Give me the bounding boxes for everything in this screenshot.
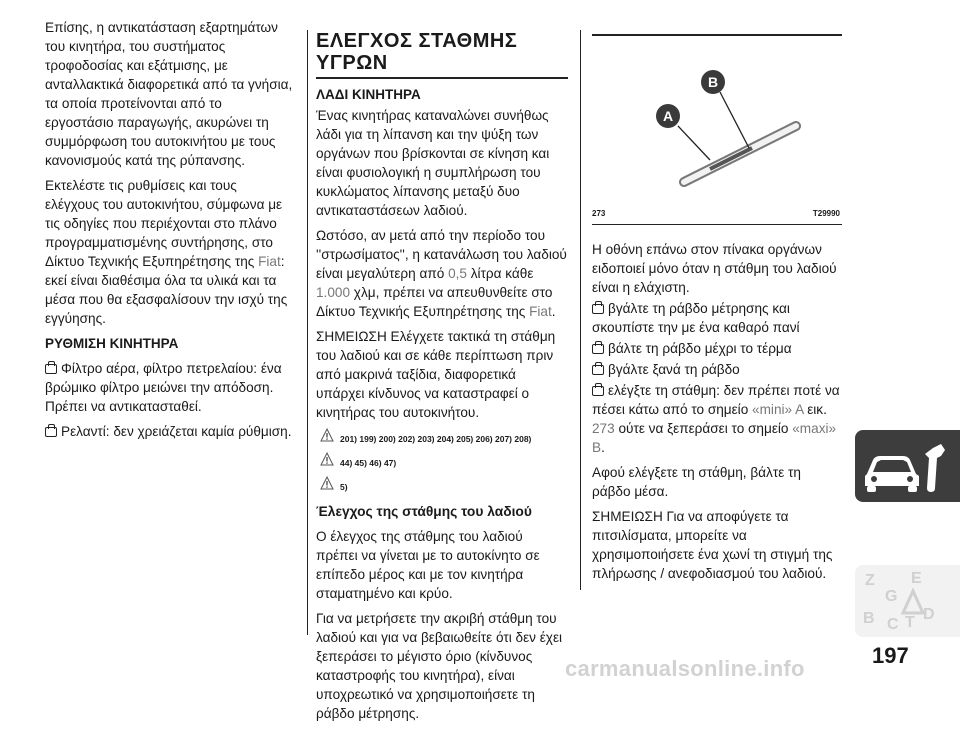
section-heading-engine-tuning: ΡΥΘΜΙΣΗ ΚΙΝΗΤΗΡΑ (45, 336, 179, 351)
subsection-oil-level-check: Έλεγχος της στάθμης του λαδιού (316, 504, 532, 519)
paragraph-note-funnel: ΣΗΜΕΙΩΣΗ Για να αποφύγετε τα πιτσιλίσματα, μπορείτε να χρησιμοποιήσετε ένα χωνί τη στιγμή της πλήρωσης / ανεφοδιασμού του λαδιού. (592, 509, 833, 581)
page-number: 197 (872, 643, 909, 668)
paragraph-note-check: ΣΗΜΕΙΩΣΗ Ελέγχετε τακτικά τη στάθμη του λαδιού και σε κάθε περίπτωση πριν από μακρινά ταξίδια, διαφορετικά υπάρχει κίνδυνος να καταστραφεί ο κινητήρας του αυτοκινήτου. (316, 329, 556, 420)
warning-refs-3: 5) (316, 476, 568, 494)
bullet-box-icon (592, 344, 604, 354)
warning-triangle-icon (320, 476, 334, 490)
subsection-engine-oil: ΛΑΔΙ ΚΙΝΗΤΗΡΑ (316, 87, 421, 102)
paragraph-adjustments: Εκτελέστε τις ρυθμίσεις και τους ελέγχους του αυτοκινήτου, σύμφωνα με τις οδηγίες που περιέχονται στο πλάνο προγραμματισμένης συντήρησης, στο Δίκτυο Τεχνικής Εξυπηρέτησης της Fiat: εκεί είναι διαθέσιμα όλα τα υλικά και τα μέσα που θα εξασφαλίσουν την ισχύ της εγγύησης. (45, 178, 288, 326)
step-wipe: βγάλτε τη ράβδο μέτρησης και σκουπίστε την με ένα καθαρό πανί (592, 301, 800, 335)
step-check-level: ελέγξτε τη στάθμη: δεν πρέπει ποτέ να πέσει κάτω από το σημείο «mini» A εικ. 273 ούτε να ξεπεράσει το σημείο «maxi» B. (592, 383, 840, 455)
warning-refs-2: 44) 45) 46) 47) (316, 452, 568, 470)
svg-text:D: D (923, 606, 935, 623)
alphabet-index-icon (855, 565, 960, 637)
warning-refs-1: 201) 199) 200) 202) 203) 204) 205) 206) 207) 208) (316, 428, 568, 446)
svg-text:Z: Z (865, 572, 875, 589)
bullet-box-icon (592, 304, 604, 314)
warning-triangle-icon (320, 452, 334, 466)
warning-triangle-icon (320, 428, 334, 442)
bullet-box-icon (45, 364, 57, 374)
svg-text:C: C (887, 616, 899, 633)
brand-fiat: Fiat (258, 254, 281, 269)
bullet-box-icon (592, 365, 604, 375)
paragraph-oil-limit: Ωστόσο, αν μετά από την περίοδο του ''στρωσίματος'', η κατανάλωση του λαδιού είναι μεγαλύτερη από 0,5 λίτρα κάθε 1.000 χλμ, πρέπει να απευθυνθείτε στο Δίκτυο Τεχνικής Εξυπηρέτησης της Fiat. (316, 228, 567, 319)
paragraph-reinsert: Αφού ελέγξετε τη στάθμη, βάλτε τη ράβδο μέσα. (592, 465, 801, 499)
figure-code: T29990 (812, 209, 840, 218)
right-column (592, 240, 842, 589)
column-divider (580, 30, 581, 590)
section-title: ΕΛΕΓΧΟΣ ΣΤΑΘΜΗΣ ΥΓΡΩΝ (316, 30, 518, 74)
column-divider (307, 30, 308, 635)
svg-text:B: B (863, 610, 875, 627)
figure-dipstick (592, 34, 842, 224)
label-a: A (662, 108, 674, 124)
middle-column (316, 30, 568, 729)
chapter-tab-index[interactable] (855, 565, 960, 637)
paragraph-dipstick: Για να μετρήσετε την ακριβή στάθμη του λαδιού και για να βεβαιωθείτε ότι δεν έχει ξεπεράσει το μέγιστο όριο (κίνδυνος καταστροφής του κινητήρα), είναι υποχρεωτικό να χρησιμοποιήσετε τη ράβδο μέτρησης. (316, 611, 563, 721)
dipstick-illustration (592, 36, 842, 206)
watermark: carmanualsonline.info (565, 656, 805, 681)
figure-number: 273 (592, 209, 606, 218)
label-b: B (707, 74, 719, 90)
paragraph-check-conditions: Ο έλεγχος της στάθμης του λαδιού πρέπει να γίνεται με το αυτοκίνητο σε επίπεδο μέρος και με τον κινητήρα σταματημένο και κρύο. (316, 529, 540, 601)
bullet-box-icon (45, 427, 57, 437)
left-column (45, 18, 293, 447)
paragraph-display-warning: Η οθόνη επάνω στον πίνακα οργάνων ειδοποιεί μόνο όταν η στάθμη του λαδιού είναι η ελάχιστη. (592, 242, 837, 295)
bullet-box-icon (592, 386, 604, 396)
car-wrench-icon (855, 430, 960, 502)
bullet-idle: Ρελαντί: δεν χρειάζεται καμία ρύθμιση. (45, 422, 293, 441)
svg-text:T: T (905, 614, 915, 631)
paragraph-emissions: Επίσης, η αντικατάσταση εξαρτημάτων του κινητήρα, του συστήματος τροφοδοσίας και εξάτμισης, με ανταλλακτικά διαφορετικά από τα γνήσια, τα οποία προτείνονται από το εργοστάσιο παραγωγής, ακυρώνει τη συμμόρφωση του αυτοκινήτου με τους κανονισμούς κατά της ρύπανσης. (45, 20, 293, 168)
paragraph-oil-consumption: Ένας κινητήρας καταναλώνει συνήθως λάδι για τη λίπανση και την ψύξη των οργάνων που βρίσκονται σε κίνηση και είναι φυσιολογική η συμπλήρωση του κυκλώματος λίπανσης μεταξύ δυο αντικαταστάσεων λαδιού. (316, 108, 550, 218)
svg-text:E: E (911, 570, 922, 587)
step-insert: βάλτε τη ράβδο μέχρι το τέρμα (592, 339, 842, 358)
bullet-filters: Φίλτρο αέρα, φίλτρο πετρελαίου: ένα βρώμικο φίλτρο μειώνει την απόδοση. Πρέπει να αντικατασταθεί. (45, 361, 282, 414)
svg-text:G: G (885, 588, 898, 605)
title-rule (316, 77, 568, 79)
chapter-tab-maintenance[interactable] (855, 430, 960, 502)
step-remove: βγάλτε ξανά τη ράβδο (592, 360, 842, 379)
